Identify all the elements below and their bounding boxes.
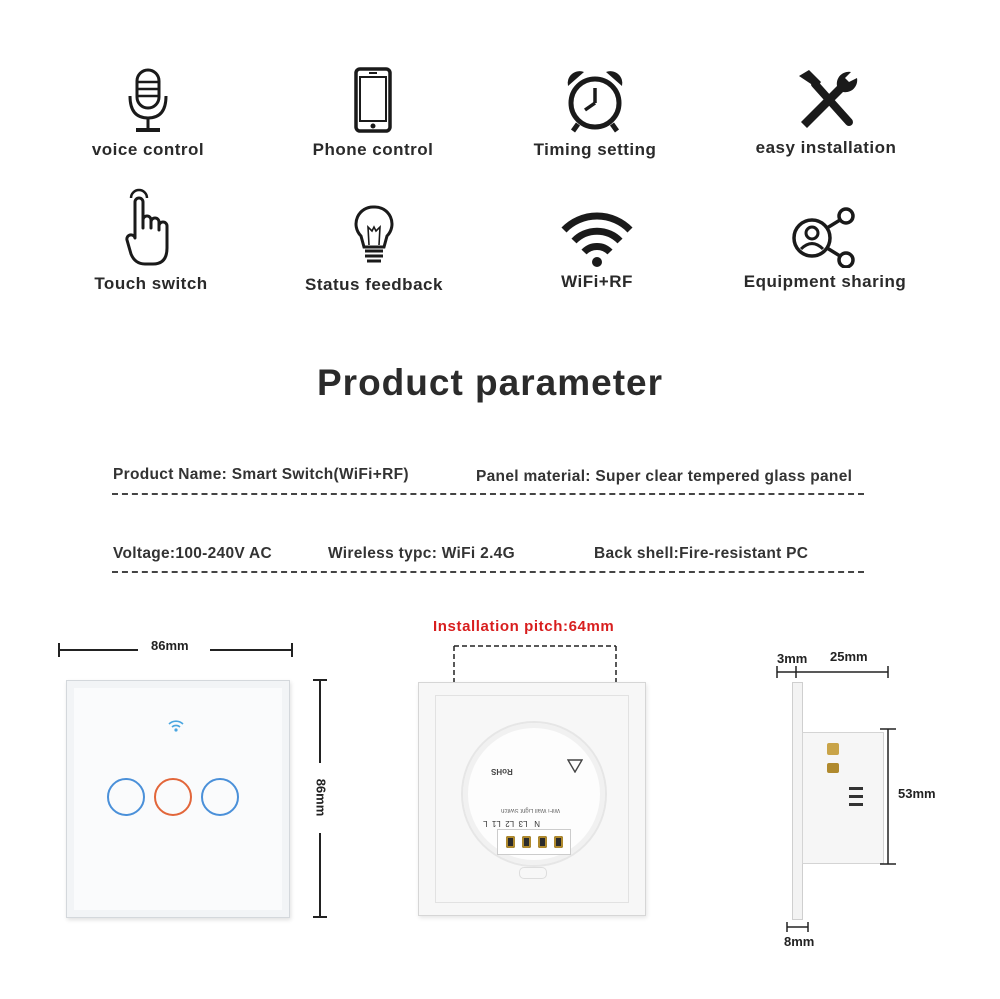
param-product-name: Product Name: Smart Switch(WiFi+RF)	[113, 466, 409, 483]
wifi-indicator-icon	[168, 719, 184, 733]
installation-pitch-label: Installation pitch:64mm	[433, 618, 615, 635]
touch-button-right[interactable]	[201, 778, 239, 816]
feature-timing-setting	[495, 66, 695, 160]
param-back-shell: Back shell:Fire-resistant PC	[594, 545, 809, 562]
param-voltage: Voltage:100-240V AC	[113, 545, 273, 562]
side-vent	[849, 787, 863, 790]
side-view-height-dimension	[878, 728, 898, 866]
tools-icon	[791, 66, 861, 134]
switch-back-panel	[418, 682, 646, 916]
terminal-screw	[538, 836, 547, 848]
terminal-block	[497, 829, 571, 855]
touch-button-left[interactable]	[107, 778, 145, 816]
terminal-screw	[554, 836, 563, 848]
param-panel-material: Panel material: Super clear tempered glass panel	[476, 468, 853, 485]
rohs-mark: RoHS	[491, 767, 513, 776]
feature-easy-installation	[726, 66, 926, 158]
divider	[112, 571, 864, 573]
feature-voice-control	[48, 66, 248, 160]
side-panel-label: 8mm	[784, 934, 815, 949]
terminal-screw	[506, 836, 515, 848]
param-wireless-type: Wireless typc: WiFi 2.4G	[328, 545, 515, 562]
light-bulb-icon	[349, 203, 399, 271]
terminal-screw	[522, 836, 531, 848]
alarm-clock-icon	[560, 66, 630, 136]
feature-touch-switch	[51, 188, 251, 294]
back-clip	[519, 867, 547, 879]
feature-wifi-rf	[497, 208, 697, 292]
feature-label: WiFi+RF	[561, 272, 633, 291]
wifi-icon	[560, 208, 634, 268]
feature-label: Timing setting	[533, 140, 657, 159]
side-backbox	[802, 732, 884, 864]
model-label: WiFi Wall Light Switch	[501, 807, 561, 813]
side-glass-label: 3mm	[777, 651, 808, 666]
side-vent	[849, 795, 863, 798]
terminal-labels: N L3 L2 L1 L	[483, 819, 540, 828]
smartphone-icon	[343, 66, 403, 136]
feature-label: voice control	[91, 140, 205, 159]
section-title: Product parameter	[317, 362, 663, 403]
side-box-height-label: 53mm	[898, 786, 936, 801]
share-icon	[790, 206, 860, 268]
side-depth-label: 25mm	[830, 649, 868, 664]
side-terminal-screw	[827, 743, 839, 755]
warning-triangle-icon	[567, 759, 583, 773]
feature-equipment-sharing	[725, 206, 925, 292]
feature-label: Status feedback	[305, 275, 443, 294]
feature-label: Equipment sharing	[743, 272, 907, 291]
touch-button-center[interactable]	[154, 778, 192, 816]
feature-label: Phone control	[312, 140, 434, 159]
side-terminal-screw	[827, 763, 839, 773]
feature-phone-control	[273, 66, 473, 160]
side-view-bottom-dimension	[786, 920, 810, 934]
feature-label: Touch switch	[94, 274, 208, 293]
front-width-label: 86mm	[151, 638, 189, 653]
side-view-top-dimension	[776, 664, 890, 680]
switch-front-panel	[66, 680, 290, 918]
touch-hand-icon	[121, 188, 181, 270]
microphone-icon	[118, 66, 178, 136]
side-vent	[849, 803, 863, 806]
divider	[112, 493, 864, 495]
feature-label: easy installation	[755, 138, 897, 157]
front-height-label: 86mm	[313, 778, 329, 817]
feature-status-feedback	[274, 203, 474, 295]
